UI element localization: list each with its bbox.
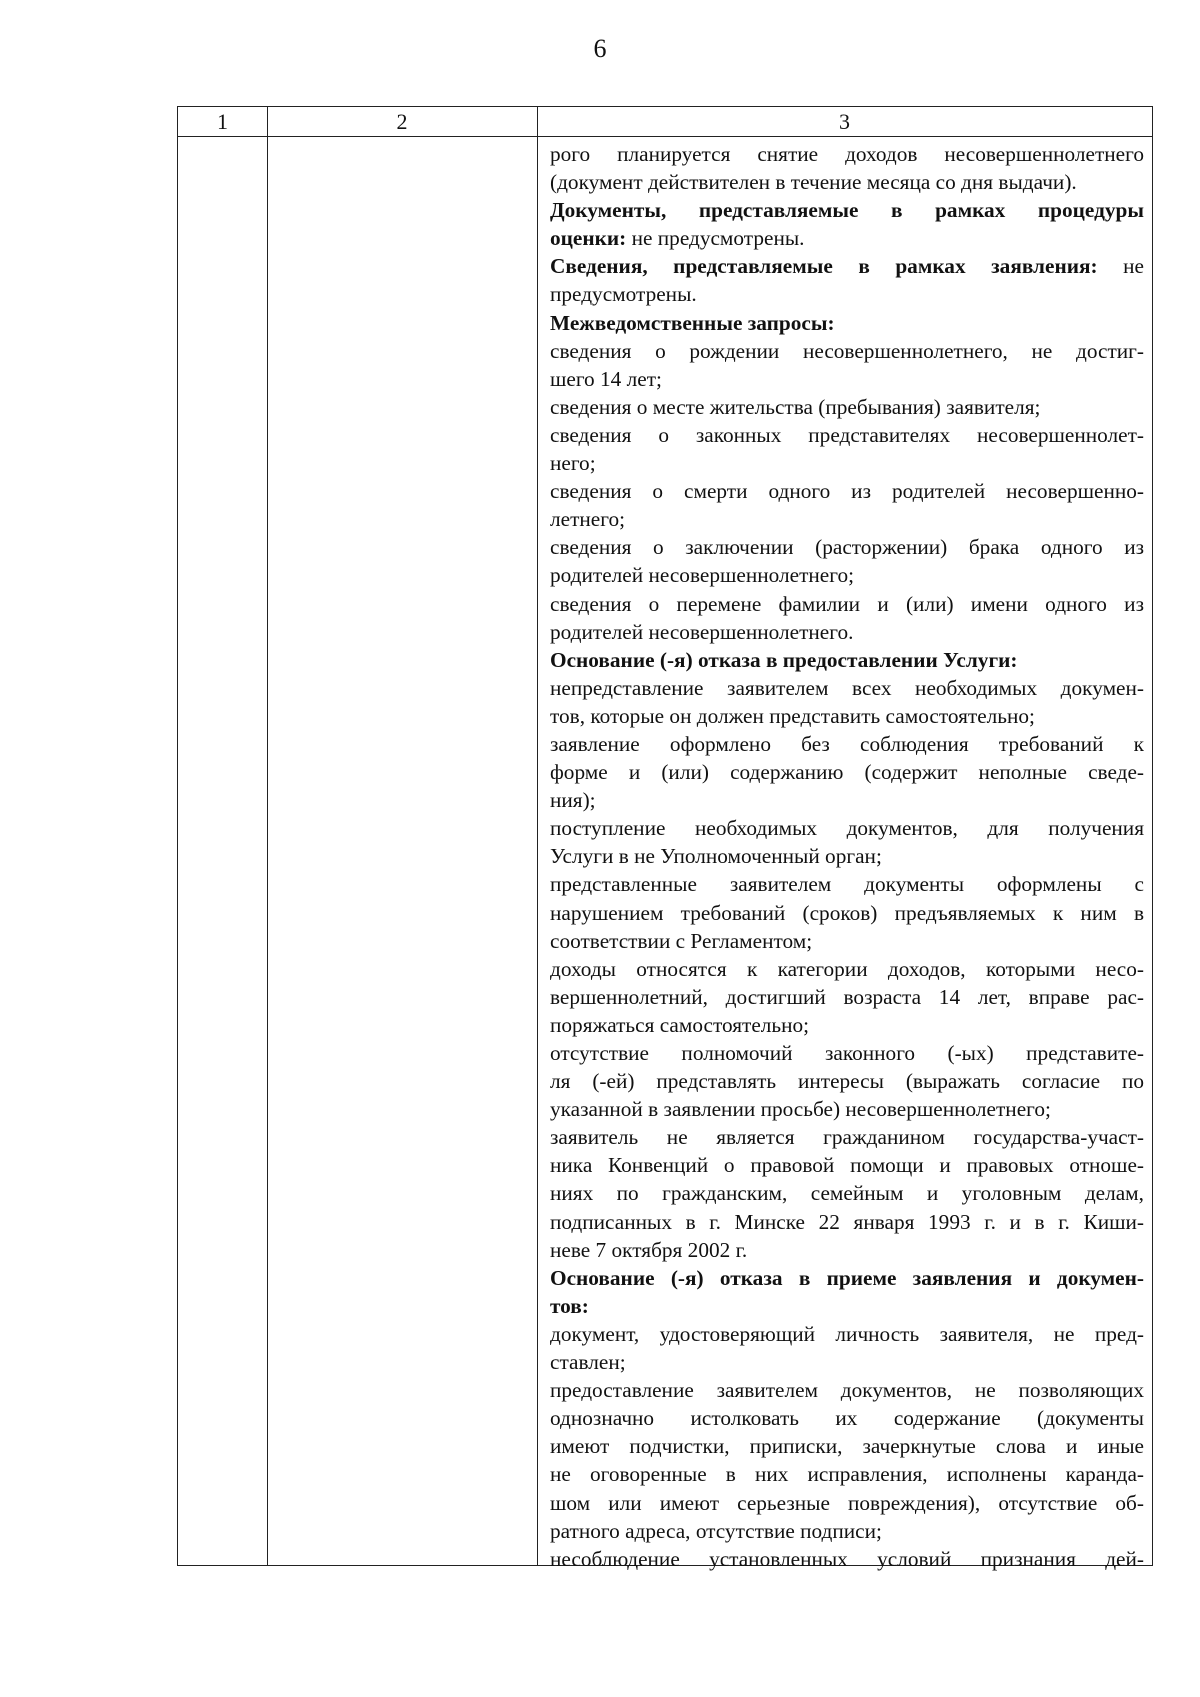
text-line [550, 702, 1144, 730]
body-text: имеют подчистки, приписки, зачеркнутые слова и иные [550, 1434, 1144, 1459]
body-text: предоставление заявителем документов, не позволяющих [550, 1378, 1144, 1403]
column-header-2: 2 [396, 109, 408, 134]
page-number: 6 [593, 34, 607, 63]
body-text: указанной в заявлении просьбе) несовершеннолетнего; [550, 1097, 1051, 1122]
body-text: сведения о месте жительства (пребывания) заявителя; [550, 394, 1041, 419]
text-line [550, 449, 1144, 477]
column-3-text [550, 140, 1144, 1573]
text-line [550, 1095, 1144, 1123]
text-line [550, 646, 1144, 674]
text-line [550, 196, 1144, 224]
text-line [550, 730, 1144, 758]
text-line [550, 1151, 1144, 1179]
text-line [550, 309, 1144, 337]
text-line [550, 1517, 1144, 1545]
text-line [550, 168, 1144, 196]
body-text: тов, которые он должен представить самостоятельно; [550, 703, 1035, 728]
text-line [550, 1489, 1144, 1517]
text-line [550, 140, 1144, 168]
text-line [550, 1404, 1144, 1432]
body-text: него; [550, 451, 596, 476]
text-line [550, 1208, 1144, 1236]
text-line [550, 1460, 1144, 1488]
body-text: поступление необходимых документов, для получения [550, 816, 1144, 841]
text-line [550, 899, 1144, 927]
body-text: отсутствие полномочий законного (-ых) представите- [550, 1041, 1144, 1065]
text-line [550, 927, 1144, 955]
document-table [177, 106, 1153, 1571]
text-line [550, 1292, 1144, 1320]
text-line [550, 337, 1144, 365]
body-text: сведения о смерти одного из родителей несовершенно- [550, 479, 1144, 504]
body-text: заявление оформлено без соблюдения требований к [550, 731, 1144, 756]
body-text: доходы относятся к категории доходов, которыми несо- [550, 956, 1144, 981]
body-text: нарушением требований (сроков) предъявляемых к ним в [550, 900, 1144, 925]
text-line [550, 561, 1144, 589]
text-line [550, 1264, 1144, 1292]
bold-heading-text: Документы, представляемые в рамках процедуры [550, 198, 1144, 223]
text-line [550, 786, 1144, 814]
body-text: ратного адреса, отсутствие подписи; [550, 1518, 882, 1543]
body-text: предусмотрены. [550, 282, 697, 307]
body-text: сведения о законных представителях несовершеннолет- [550, 422, 1144, 447]
text-line [550, 1320, 1144, 1348]
text-line [550, 533, 1144, 561]
body-text: родителей несовершеннолетнего; [550, 563, 855, 588]
body-text: не оговоренные в них исправления, исполнены каранда- [550, 1462, 1144, 1487]
header-divider [178, 136, 1152, 137]
body-text: рого планируется снятие доходов несовершеннолетнего [550, 142, 1144, 166]
text-line [550, 421, 1144, 449]
bold-heading-text: оценки: [550, 226, 627, 251]
text-line [550, 1067, 1144, 1095]
body-text: подписанных в г. Минске 22 января 1993 г. и в г. Киши- [550, 1209, 1144, 1234]
body-text: летнего; [550, 507, 626, 532]
body-text: ниях по гражданским, семейным и уголовным делам, [550, 1181, 1144, 1206]
text-line [550, 365, 1144, 393]
body-text: несоблюдение установленных условий признания дей- [550, 1546, 1144, 1571]
text-line [550, 393, 1144, 421]
bold-heading-text: Основание (-я) отказа в приеме заявления и докумен- [550, 1265, 1144, 1290]
body-text: шом или имеют серьезные повреждения), отсутствие об- [550, 1490, 1144, 1515]
body-text: ставлен; [550, 1350, 626, 1375]
body-text: ля (-ей) представлять интересы (выражать согласие по [550, 1069, 1144, 1094]
bold-heading-text: тов: [550, 1293, 589, 1318]
text-line [550, 1039, 1144, 1067]
column-header-3: 3 [839, 109, 850, 134]
bold-heading-text: Сведения, представляемые в рамках заявления: [550, 254, 1098, 279]
text-line [550, 758, 1144, 786]
text-line [550, 1179, 1144, 1207]
bold-heading-text: Межведомственные запросы: [550, 310, 835, 335]
text-line [550, 1123, 1144, 1151]
body-text: вершеннолетний, достигший возраста 14 лет, вправе рас- [550, 984, 1144, 1009]
text-line [550, 1545, 1144, 1573]
body-text: не [1097, 254, 1144, 279]
text-line [550, 252, 1144, 280]
text-line [550, 870, 1144, 898]
body-text: сведения о перемене фамилии и (или) имени одного из [550, 591, 1144, 616]
text-line [550, 1432, 1144, 1460]
column-header-1: 1 [217, 109, 228, 134]
text-line [550, 1236, 1144, 1264]
body-text: однозначно истолковать их содержание (документы [550, 1406, 1144, 1431]
text-line [550, 983, 1144, 1011]
text-line [550, 1348, 1144, 1376]
text-line [550, 842, 1144, 870]
body-text: не предусмотрены. [626, 226, 805, 251]
body-text: заявитель не является гражданином государства-участ- [550, 1125, 1144, 1150]
body-text: родителей несовершеннолетнего. [550, 619, 854, 644]
column-divider [537, 107, 538, 1565]
body-text: непредставление заявителем всех необходимых докумен- [550, 675, 1144, 700]
text-line [550, 1011, 1144, 1039]
text-line [550, 814, 1144, 842]
body-text: ния); [550, 788, 596, 813]
body-text: документ, удостоверяющий личность заявителя, не пред- [550, 1321, 1144, 1346]
body-text: неве 7 октября 2002 г. [550, 1237, 748, 1262]
body-text: шего 14 лет; [550, 366, 662, 391]
text-line [550, 674, 1144, 702]
text-line [550, 955, 1144, 983]
text-line [550, 505, 1144, 533]
text-line [550, 477, 1144, 505]
text-line [550, 618, 1144, 646]
body-text: (документ действителен в течение месяца со дня выдачи). [550, 170, 1077, 195]
text-line [550, 224, 1144, 252]
text-line [550, 590, 1144, 618]
body-text: форме и (или) содержанию (содержит неполные сведе- [550, 760, 1144, 785]
body-text: Услуги в не Уполномоченный орган; [550, 844, 882, 869]
text-line [550, 280, 1144, 308]
body-text: ника Конвенций о правовой помощи и правовых отноше- [550, 1153, 1144, 1178]
body-text: поряжаться самостоятельно; [550, 1012, 810, 1037]
body-text: представленные заявителем документы оформлены с [550, 872, 1144, 897]
body-text: соответствии с Регламентом; [550, 928, 813, 953]
text-line [550, 1376, 1144, 1404]
body-text: сведения о рождении несовершеннолетнего, не достиг- [550, 338, 1144, 363]
column-divider [267, 107, 268, 1565]
body-text: сведения о заключении (расторжении) брака одного из [550, 535, 1144, 560]
bold-heading-text: Основание (-я) отказа в предоставлении Услуги: [550, 647, 1018, 672]
